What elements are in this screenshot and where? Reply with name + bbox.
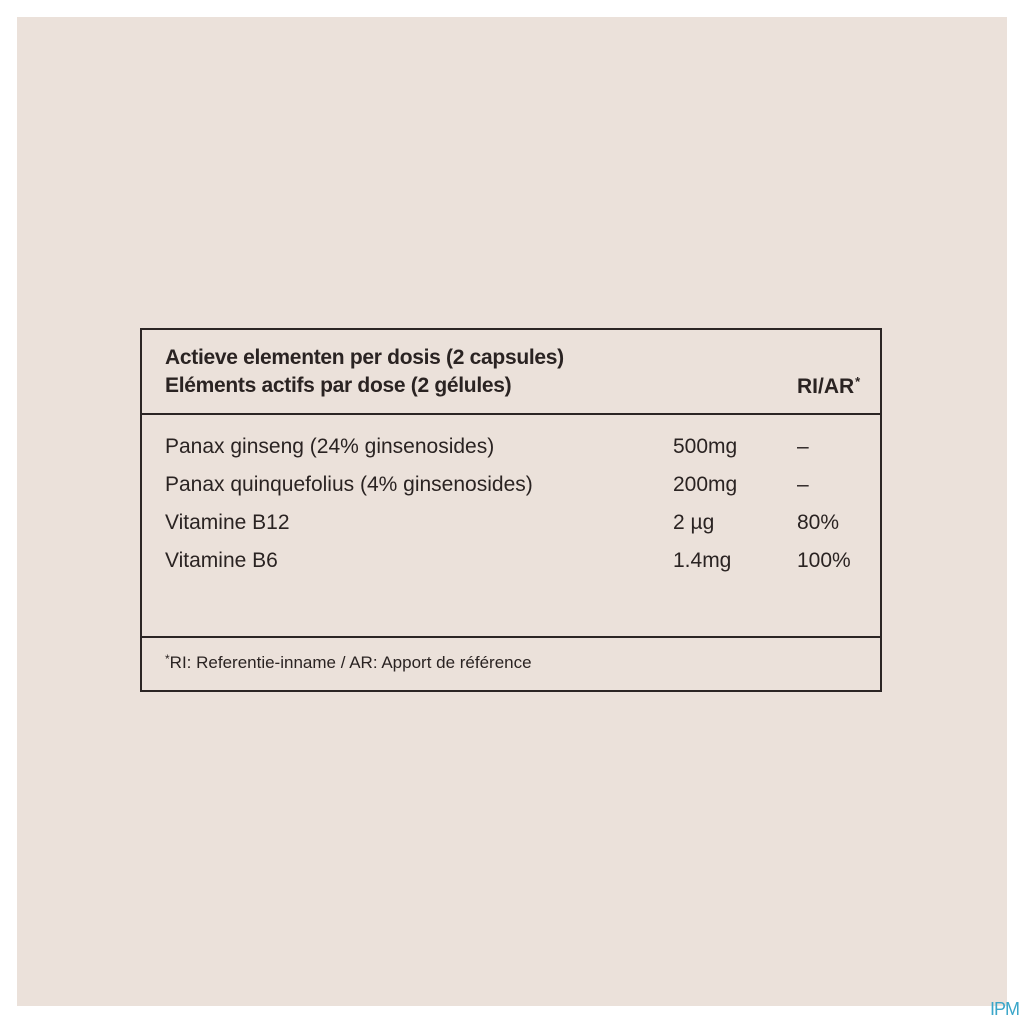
ingredient-ri: –	[797, 473, 809, 496]
ipm-logo: IPM	[990, 999, 1020, 1019]
table-row	[142, 511, 880, 549]
ingredient-amount: 200mg	[673, 473, 738, 496]
ingredient-name: Panax quinquefolius (4% ginsenosides)	[165, 473, 533, 496]
heading-french: Eléments actifs par dose (2 gélules)	[165, 374, 512, 397]
ingredient-name: Panax ginseng (24% ginsenosides)	[165, 435, 495, 458]
ingredient-amount: 500mg	[673, 435, 738, 458]
ingredient-ri: –	[797, 435, 809, 458]
ingredient-amount: 1.4mg	[673, 549, 732, 572]
label-background	[17, 17, 1007, 1006]
ingredient-name: Vitamine B6	[165, 549, 278, 572]
table-row	[142, 473, 880, 511]
ingredient-ri: 100%	[797, 549, 851, 572]
footnote-text	[165, 652, 532, 673]
table-body	[142, 435, 880, 587]
table-row	[142, 435, 880, 473]
ingredient-amount: 2 µg	[673, 511, 715, 534]
ri-ar-column-header	[797, 374, 860, 399]
table-header	[142, 330, 880, 415]
nutrition-table	[140, 328, 882, 692]
ingredient-ri: 80%	[797, 511, 840, 534]
ingredient-name: Vitamine B12	[165, 511, 290, 534]
table-footnote	[142, 636, 880, 690]
footnote-body: RI: Referentie-inname / AR: Apport de référence	[169, 653, 532, 672]
heading-dutch: Actieve elementen per dosis (2 capsules)	[165, 346, 564, 369]
table-row	[142, 549, 880, 587]
ri-ar-asterisk: *	[855, 374, 861, 389]
ri-ar-label: RI/AR	[797, 375, 855, 398]
footnote-asterisk: *	[165, 652, 170, 666]
